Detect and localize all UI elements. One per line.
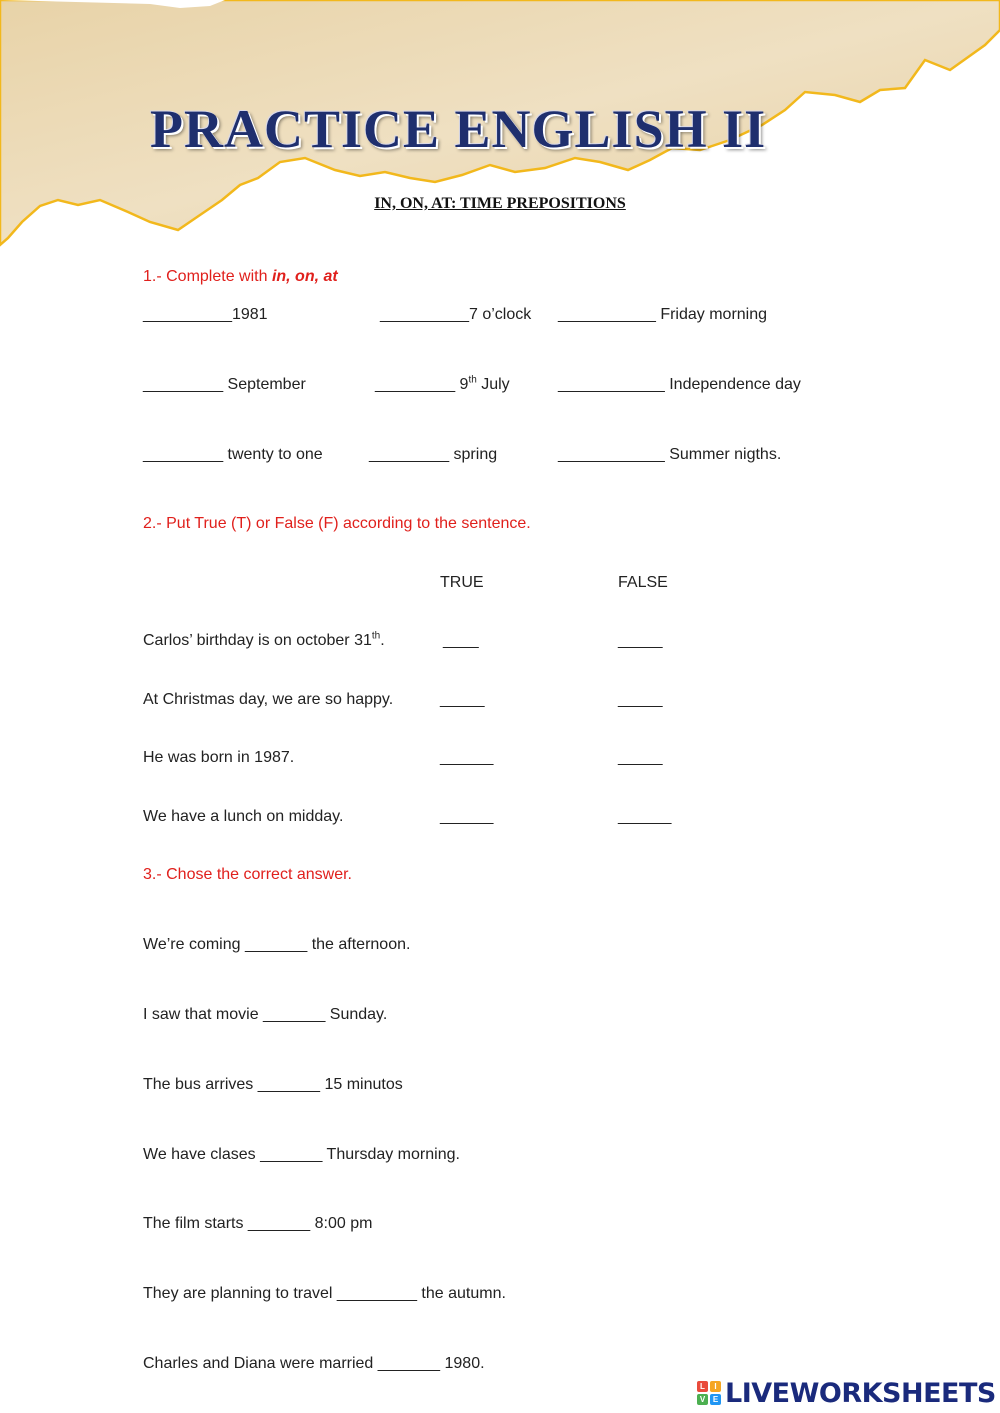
liveworksheets-logo[interactable] [697,1377,996,1409]
statement-text: At Christmas day, we are so happy. [143,691,394,708]
blank-item[interactable]: ___________ Friday morning [558,306,768,323]
blank-item[interactable]: _________ 9th July [375,374,510,393]
blank-item[interactable]: __________7 o’clock [380,306,532,323]
blank-item[interactable]: ____________ Summer nigths. [558,446,782,463]
answer-item[interactable]: I saw that movie _______ Sunday. [143,1006,388,1023]
blank-item[interactable]: ____________ Independence day [558,376,801,393]
false-blank[interactable]: ______ [618,808,672,825]
true-blank[interactable]: ____ [443,632,479,649]
answer-item[interactable]: They are planning to travel _________ the autumn. [143,1285,506,1302]
section1-emphasis: in, on, at [271,268,338,285]
logo-icon: L I V E [697,1381,721,1405]
true-blank[interactable]: _____ [440,691,485,708]
blank-item[interactable]: _________ twenty to one [143,446,323,463]
statement-text: He was born in 1987. [143,749,295,766]
answer-item[interactable]: The film starts _______ 8:00 pm [143,1215,373,1232]
true-blank[interactable]: ______ [440,808,494,825]
statement-text: We have a lunch on midday. [143,808,344,825]
blank-item[interactable]: _________ spring [369,446,498,463]
false-blank[interactable]: _____ [618,691,663,708]
column-true-header: TRUE [440,574,484,591]
answer-item[interactable]: Charles and Diana were married _______ 1980. [143,1355,485,1372]
answer-item[interactable]: We have clases _______ Thursday morning. [143,1146,460,1163]
false-blank[interactable]: _____ [618,632,663,649]
section1-heading: 1.- Complete with in, on, at [143,268,338,285]
answer-item[interactable]: We’re coming _______ the afternoon. [143,936,411,953]
statement-text: Carlos’ birthday is on october 31th. [143,630,385,649]
worksheet-subtitle: IN, ON, AT: TIME PREPOSITIONS [374,195,626,212]
logo-text: LIVEWORKSHEETS [725,1377,996,1409]
blank-item[interactable]: _________ September [143,376,306,393]
false-blank[interactable]: _____ [618,749,663,766]
section2-heading: 2.- Put True (T) or False (F) according to the sentence. [143,515,531,532]
answer-item[interactable]: The bus arrives _______ 15 minutos [143,1076,403,1093]
blank-item[interactable]: __________1981 [143,306,268,323]
section3-heading: 3.- Chose the correct answer. [143,866,352,883]
page-title: PRACTICE ENGLISH II [150,99,767,159]
true-blank[interactable]: ______ [440,749,494,766]
column-false-header: FALSE [618,574,668,591]
